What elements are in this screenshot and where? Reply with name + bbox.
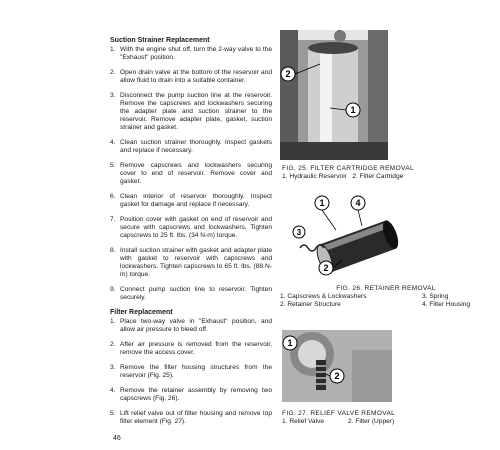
step-text: Position cover with gasket on end of reservoir and secure with capscrews and lockwashers. Tighten capscrews to 25 ft. lbs. (34 N-m) torque. — [120, 216, 272, 239]
suction-heading: Suction Strainer Replacement — [110, 37, 210, 44]
step-text: Remove capscrews and lockwashers securing cover to end of reservoir. Remove cover and gasket. — [120, 162, 272, 185]
step-text: After air pressure is removed from the reservoir, remove the access cover. — [120, 341, 272, 356]
fig26-legend-1: 1. Capscrews & Lockwashers — [280, 293, 367, 300]
svg-text:2: 2 — [334, 371, 340, 381]
svg-text:1: 1 — [287, 338, 293, 348]
step-item — [110, 364, 272, 380]
step-text: Remove the retainer assembly by removing two capscrews (Fig. 26). — [120, 387, 272, 402]
step-number: 4. — [110, 387, 116, 394]
filter-heading: Filter Replacement — [110, 309, 173, 316]
fig27-title: FIG. 27. RELIEF VALVE REMOVAL — [282, 410, 396, 417]
step-text: Connect pump suction line to reservoir. Tighten securely. — [120, 286, 272, 301]
step-item — [110, 318, 272, 334]
step-number: 3. — [110, 92, 116, 99]
step-item — [110, 216, 272, 240]
fig27-image — [282, 330, 392, 402]
fig27-callout-1 — [283, 336, 297, 350]
step-text: Remove the filter housing structures from the reservoir (Fig. 25). — [120, 364, 272, 379]
step-item — [110, 69, 272, 85]
fig27-legend-2: 2. Filter (Upper) — [348, 418, 395, 425]
page-number: 46 — [113, 435, 121, 442]
step-item — [110, 410, 272, 426]
fig26-legend-row-1 — [280, 293, 492, 301]
fig26-drawing — [292, 194, 412, 280]
svg-text:1: 1 — [319, 198, 325, 208]
step-item — [110, 286, 272, 302]
fig26-caption — [280, 285, 492, 309]
fig26-legend-4: 4. Filter Housing — [422, 301, 471, 308]
svg-text:2: 2 — [285, 69, 291, 79]
fig26-legend-row-2 — [280, 301, 492, 309]
svg-text:4: 4 — [355, 198, 361, 208]
fig27-caption — [282, 410, 482, 426]
step-number: 2. — [110, 69, 116, 76]
step-item — [110, 46, 272, 62]
step-text: Disconnect the pump suction line at the reservoir. Remove the capscrews and lockwashers securing the adapter plate and suction strainer to the reservoir. Remove adapter plate, gasket, suction strainer and gasket. — [120, 92, 272, 131]
step-number: 7. — [110, 216, 116, 223]
step-number: 4. — [110, 139, 116, 146]
step-text: Open drain valve at the bottom of the reservoir and allow fluid to drain into a suitable container. — [120, 69, 272, 84]
step-item — [110, 387, 272, 403]
fig27-legend-row — [282, 418, 482, 426]
step-text: With the engine shut off, turn the 2-way valve to the "Exhaust" position. — [120, 46, 272, 61]
step-item — [110, 92, 272, 132]
step-number: 6. — [110, 193, 116, 200]
fig27-photo — [282, 330, 392, 402]
fig26-image — [292, 194, 412, 280]
step-number: 3. — [110, 364, 116, 371]
step-text: Lift relief valve out of filter housing and remove top filter element (Fig. 27). — [120, 410, 272, 425]
fig26-legend-2: 2. Retainer Structure — [280, 301, 341, 308]
step-number: 2. — [110, 341, 116, 348]
fig27-legend-1: 1. Relief Valve — [282, 418, 325, 425]
fig25-image — [280, 30, 388, 160]
fig25-caption — [282, 165, 482, 181]
step-item — [110, 139, 272, 155]
step-number: 1. — [110, 46, 116, 53]
fig25-legend: 1. Hydraulic Reservoir 2. Filter Cartridge — [282, 173, 404, 180]
fig25-photo — [280, 30, 388, 160]
step-number: 8. — [110, 247, 116, 254]
filter-step-list — [110, 318, 272, 426]
fig26-legend-3: 3. Spring — [422, 293, 449, 300]
fig26-callout-3 — [293, 226, 305, 238]
fig26-title: FIG. 26. RETAINER REMOVAL — [336, 285, 436, 292]
step-number: 1. — [110, 318, 116, 325]
step-text: Install suction strainer with gasket and adapter plate with gasket to reservoir with capscrews and lockwashers. Tighten capscrews to 65 ft. lbs. (88 N-m) torque. — [120, 247, 272, 278]
suction-step-list — [110, 46, 272, 302]
fig25-title: FIG. 25. FILTER CARTRIDGE REMOVAL — [282, 165, 414, 172]
step-text: Clean suction strainer thoroughly. Inspect gaskets and replace if necessary. — [120, 139, 272, 154]
step-number: 5. — [110, 162, 116, 169]
left-column — [110, 37, 272, 433]
step-item — [110, 193, 272, 209]
step-item — [110, 341, 272, 357]
step-number: 5. — [110, 410, 116, 417]
step-text: Clean interior of reservoir thoroughly. Inspect gasket for damage and replace if necessary. — [120, 193, 272, 208]
svg-text:1: 1 — [350, 105, 356, 115]
step-item — [110, 247, 272, 279]
svg-text:3: 3 — [296, 228, 302, 237]
step-text: Place two-way valve in "Exhaust" position, and allow air pressure to bleed off. — [120, 318, 272, 333]
step-number: 9. — [110, 286, 116, 293]
svg-text:2: 2 — [323, 263, 329, 273]
step-item — [110, 162, 272, 186]
